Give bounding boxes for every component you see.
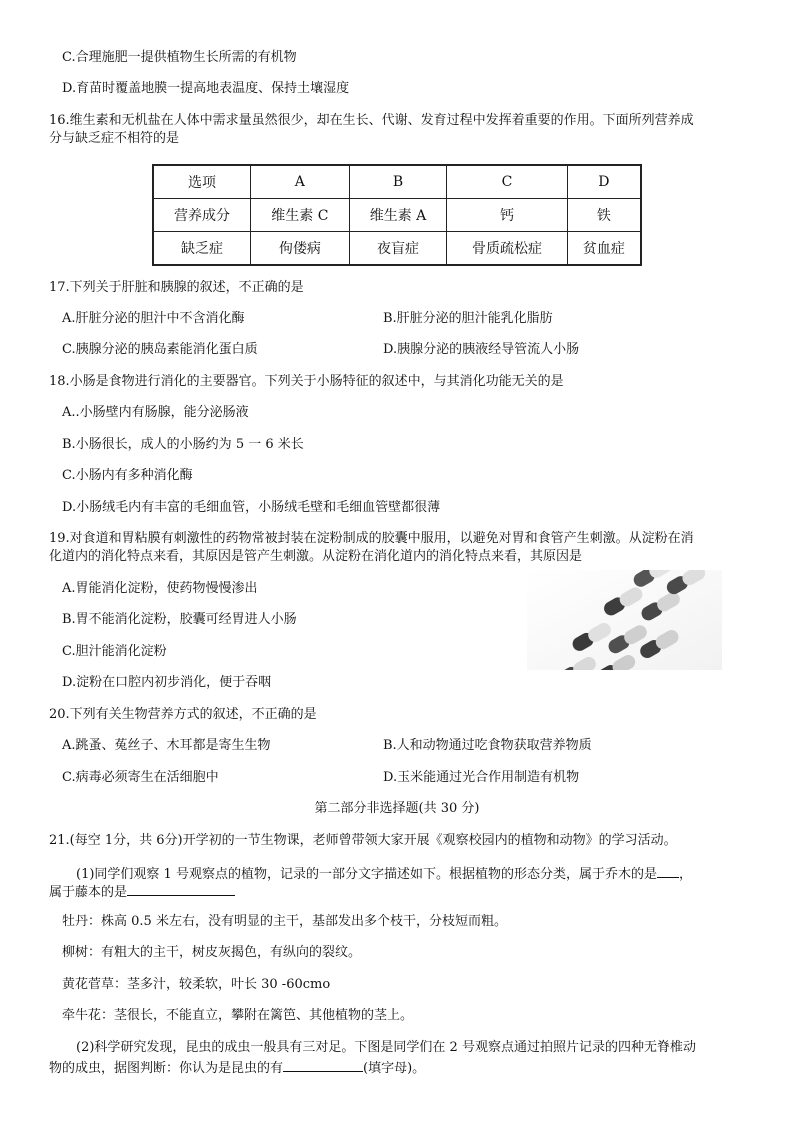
q21-part2-line1: (2)科学研究发现，昆虫的成虫一般具有三对足。下图是同学们在 2 号观察点通过拍照片记录的四种无脊椎动 [76, 1040, 696, 1055]
q18-stem: 18.小肠是食物进行消化的主要器官。下列关于小肠特征的叙述中，与其消化功能无关的是 [49, 374, 564, 389]
plant-desc-liushu: 柳树：有粗大的主干，树皮灰揭色，有纵向的裂纹。 [62, 945, 362, 960]
q20-option-d: D.玉米能通过光合作用制造有机物 [383, 770, 580, 785]
table-header-row [153, 165, 641, 199]
capsule-pills-photo [527, 570, 722, 670]
answer-blank[interactable] [283, 1057, 363, 1072]
table-row [153, 232, 641, 266]
plant-desc-qianniu: 牵牛花：茎很长，不能直立，攀附在篱笆、其他植物的茎上。 [62, 1008, 414, 1023]
q18-option-a: A..小肠壁内有肠腺，能分泌肠液 [62, 405, 249, 420]
q17-stem: 17.下列关于肝脏和胰腺的叙述，不正确的是 [49, 280, 304, 295]
q21-part2-end: (填字母)。 [363, 1061, 426, 1076]
table-cell: 选项 [153, 165, 251, 199]
q20-option-b: B.人和动物通过吃食物获取营养物质 [383, 738, 592, 753]
punctuation: ， [678, 867, 692, 882]
q19-stem-line1: 19.对食道和胃粘膜有刺激性的药物常被封装在淀粉制成的胶囊中服用，以避免对胃和食管产生刺激。从淀粉在消 [49, 531, 694, 546]
q20-option-a: A.跳蚤、菟丝子、木耳都是寄生生物 [62, 738, 271, 753]
q19-option-a: A.胃能消化淀粉，使药物慢慢渗出 [62, 581, 258, 596]
q15-option-d: D.育苗时覆盖地膜一提高地表温度、保持土壤湿度 [62, 81, 350, 96]
part2-title: 第二部分非选择题(共 30 分) [314, 801, 480, 816]
q17-option-a: A.肝脏分泌的胆汁中不含消化酶 [62, 311, 245, 326]
q16-stem-line1: 16.维生素和无机盐在人体中需求量虽然很少，却在生长、代谢、发育过程中发挥着重要的作用。下面所列营养成 [49, 113, 694, 128]
q18-option-b: B.小肠很长，成人的小肠约为 5 一 6 米长 [62, 437, 304, 452]
q20-option-c: C.病毒必须寄生在活细胞中 [62, 770, 219, 785]
q18-option-d: D.小肠绒毛内有丰富的毛细血管，小肠绒毛壁和毛细血管壁都很薄 [62, 500, 441, 515]
q20-stem: 20.下列有关生物营养方式的叙述，不正确的是 [49, 707, 317, 722]
q16-stem-line2: 分与缺乏症不相符的是 [49, 131, 180, 146]
q19-option-d: D.淀粉在口腔内初步消化，便于吞咽 [62, 675, 272, 690]
table-cell: 钙 [447, 199, 567, 232]
table-cell: 佝偻病 [251, 232, 350, 266]
q21-part2-text: 物的成虫，据图判断：你认为是昆虫的有 [49, 1061, 284, 1076]
q15-option-c: C.合理施肥一提供植物生长所需的有机物 [62, 50, 297, 65]
q17-option-c: C.胰腺分泌的胰岛素能消化蛋白质 [62, 342, 258, 357]
table-cell: C [447, 165, 567, 199]
q17-option-b: B.肝脏分泌的胆汁能乳化脂肪 [383, 311, 553, 326]
plant-desc-huanghua: 黄花菅草：茎多汁，较柔软，叶长 30 -60cmo [62, 977, 331, 992]
table-cell: 铁 [567, 199, 641, 232]
table-cell: 骨质疏松症 [447, 232, 567, 266]
nutrient-deficiency-table [152, 164, 642, 266]
table-cell: B [349, 165, 447, 199]
table-cell: 营养成分 [153, 199, 251, 232]
table-cell: D [567, 165, 641, 199]
table-row [153, 199, 641, 232]
q19-option-c: C.胆汁能消化淀粉 [62, 644, 167, 659]
q21-part1-line2 [49, 881, 235, 902]
plant-desc-mudan: 牡丹：株高 0.5 米左右，没有明显的主干，基部发出多个枝干，分枝短而粗。 [62, 914, 507, 929]
table-cell: 缺乏症 [153, 232, 251, 266]
q21-part1-text2: 属于藤本的是 [49, 885, 128, 900]
q21-part1-text: (1)同学们观察 1 号观察点的植物，记录的一部分文字描述如下。根据植物的形态分类，属于乔木的是 [76, 867, 657, 882]
q17-option-d: D.胰腺分泌的胰液经导管流人小肠 [383, 342, 580, 357]
q21-part2-line2 [49, 1057, 425, 1078]
table-cell: 夜盲症 [349, 232, 447, 266]
q19-option-b: B.胃不能消化淀粉，胶囊可经胃进人小肠 [62, 612, 297, 627]
answer-blank[interactable] [127, 881, 235, 896]
table-cell: A [251, 165, 350, 199]
q18-option-c: C.小肠内有多种消化酶 [62, 468, 193, 483]
q19-stem-line2: 化道内的消化特点来看，其原因是管产生刺激。从淀粉在消化道内的消化特点来看，其原因是 [49, 549, 583, 564]
table-cell: 维生素 C [251, 199, 350, 232]
table-cell: 贫血症 [567, 232, 641, 266]
answer-blank[interactable] [657, 863, 679, 878]
table-cell: 维生素 A [349, 199, 447, 232]
q21-stem: 21.(每空 1分，共 6分)开学初的一节生物课，老师曾带领大家开展《观察校园内的植物和动物》的学习活动。 [49, 833, 677, 848]
